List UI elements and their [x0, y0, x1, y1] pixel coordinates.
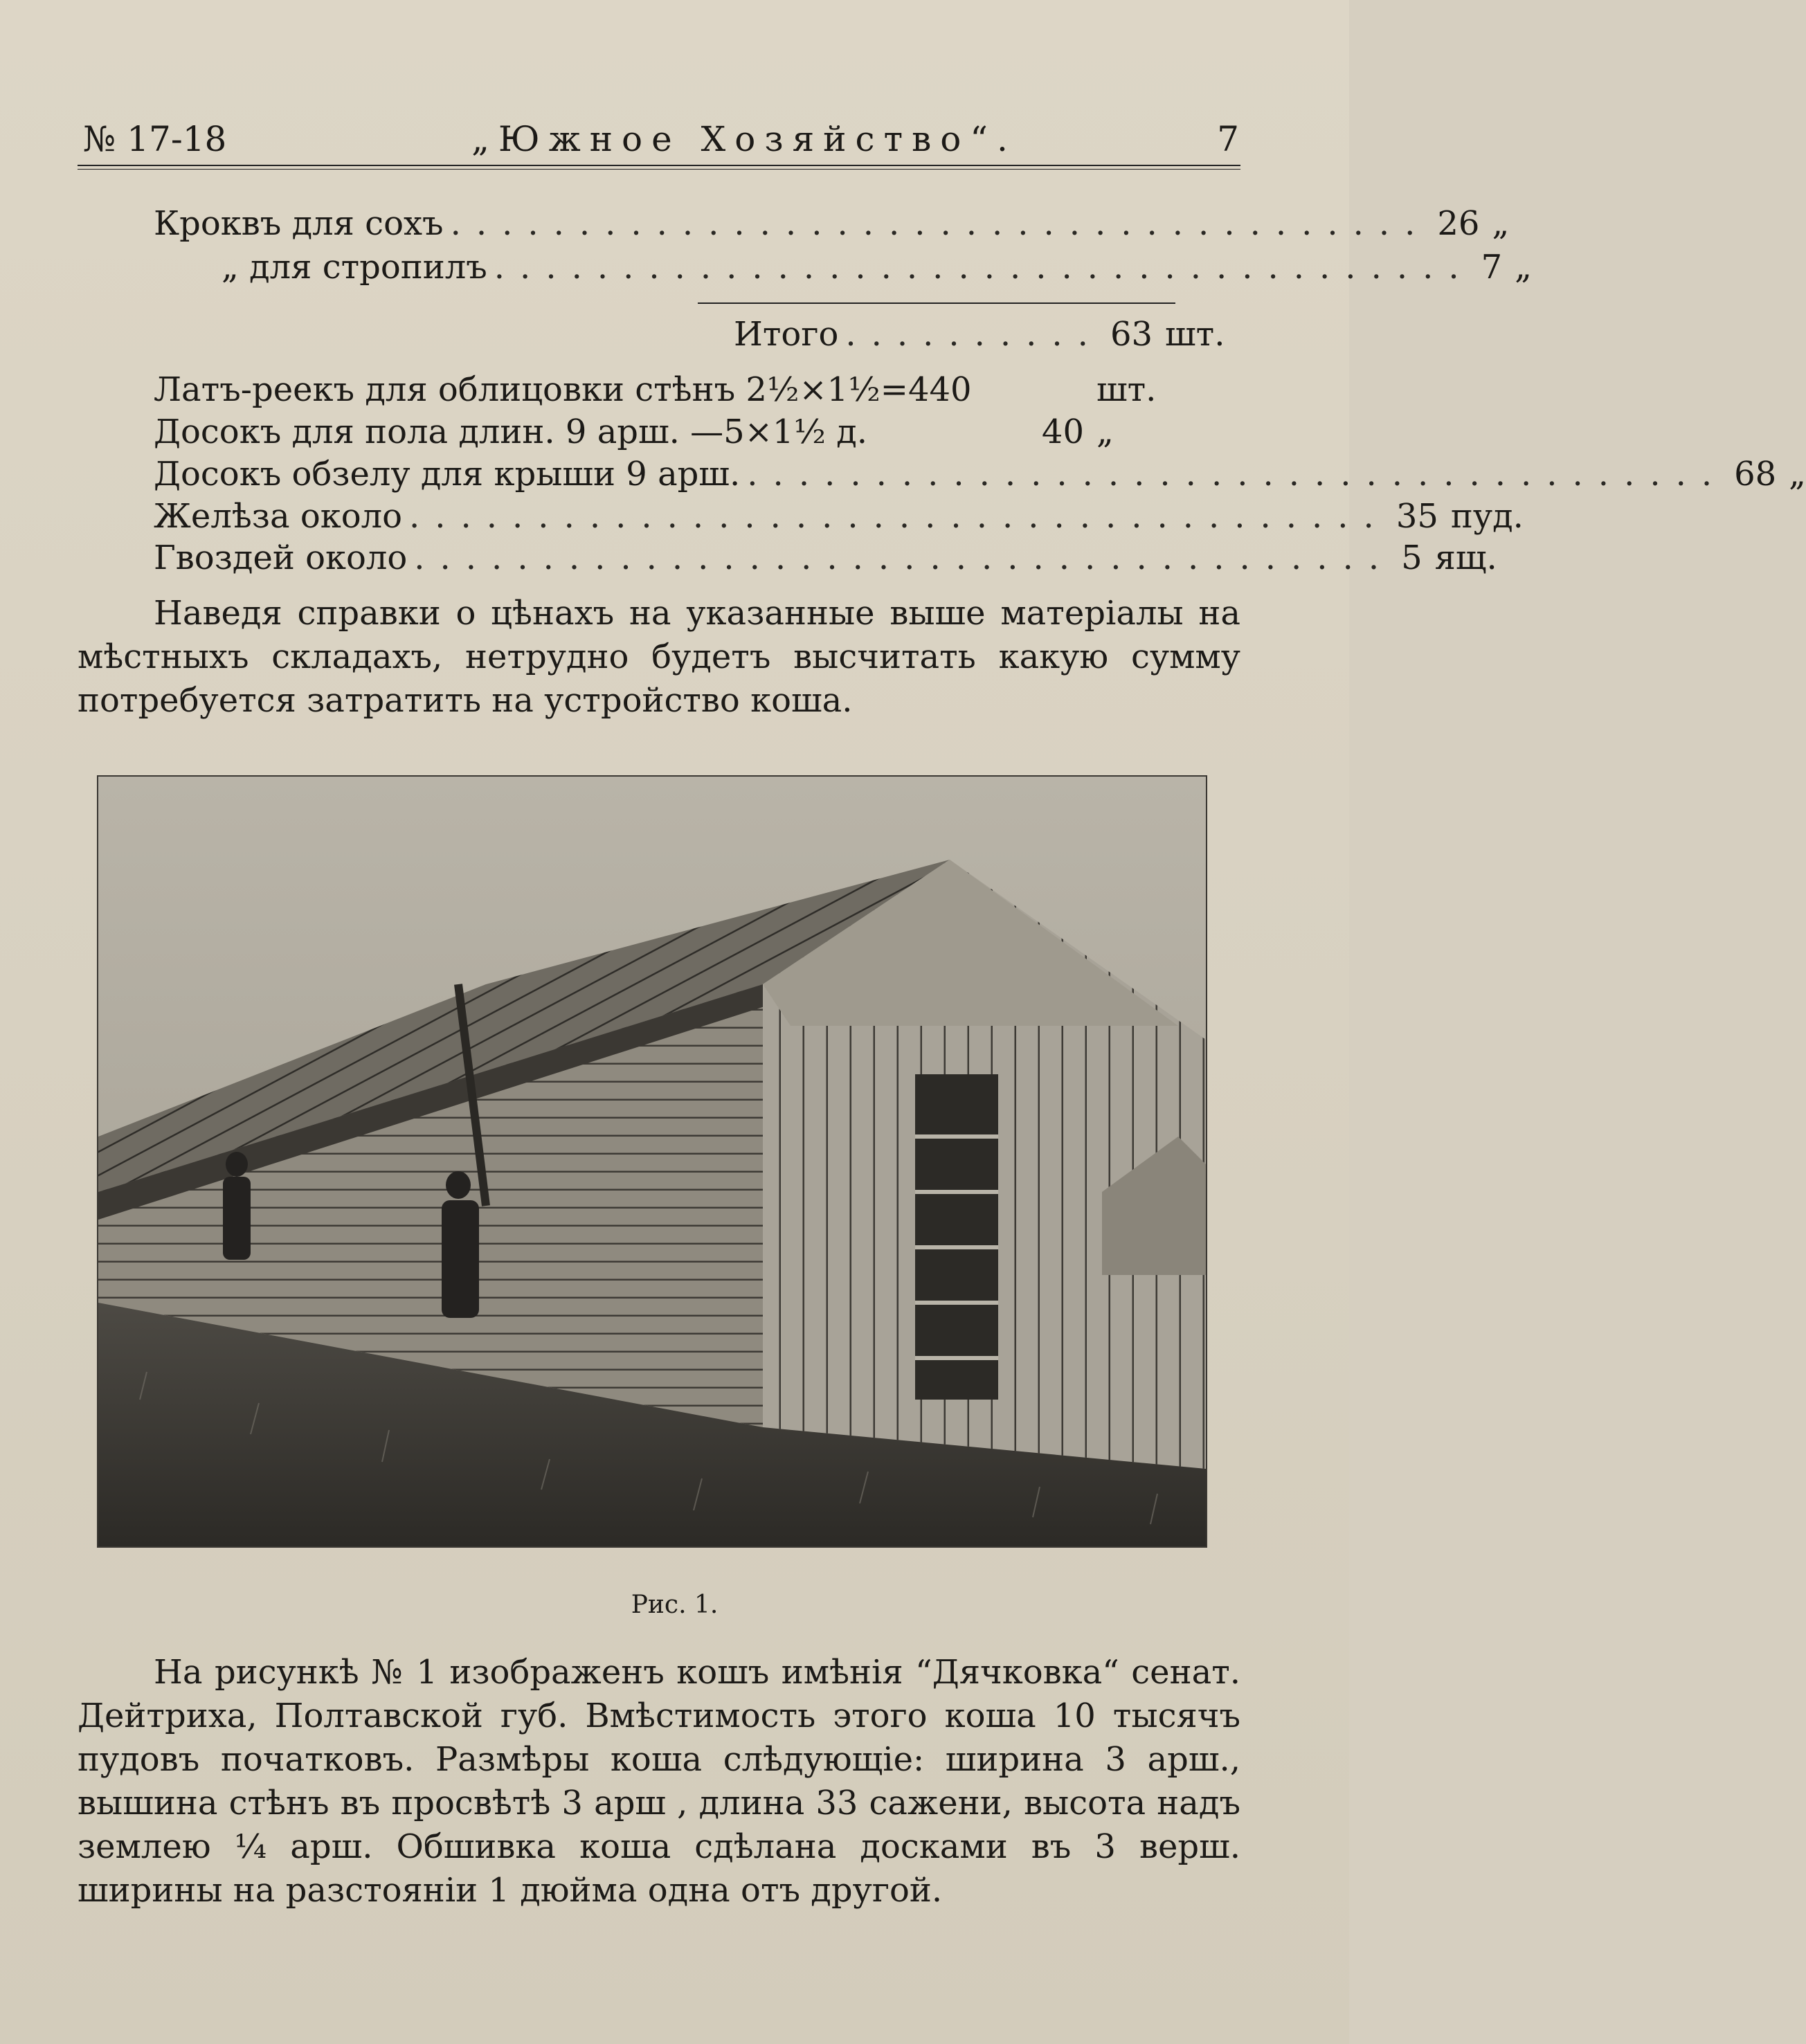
- total-row: [734, 315, 1225, 356]
- body-paragraph-1: [78, 592, 1240, 723]
- dot-leader: ......................................: [450, 204, 1431, 243]
- journal-title: „Южное Хозяйство“.: [471, 119, 1017, 159]
- materials-row: [154, 204, 1510, 246]
- subtotal-rule: [698, 302, 1175, 304]
- running-header: [83, 119, 1239, 161]
- dot-leader: ......................................: [494, 248, 1474, 287]
- material-name: Желѣза около: [154, 497, 403, 536]
- material-unit: „: [1515, 248, 1533, 287]
- dot-leader: ......................................: [409, 497, 1389, 536]
- material-unit: „: [1789, 455, 1806, 494]
- total-unit: шт.: [1165, 315, 1225, 354]
- material-name: Досокъ для пола длин. 9 арш. —5×1½ д.: [154, 413, 868, 451]
- material-qty: 68: [1734, 455, 1777, 494]
- materials-row: [154, 455, 1806, 496]
- material-unit: ящ.: [1434, 539, 1497, 577]
- issue-number: № 17-18: [83, 119, 227, 159]
- material-unit: пуд.: [1450, 497, 1524, 536]
- paragraph-text: На рисункѣ № 1 изображенъ кошъ имѣнія “Дячковка“ сенат. Дейтриха, Полтавской губ. Вмѣстимость этого коша 10 тысячъ пудовъ початковъ. Размѣры коша слѣдующіе: ширина 3 арш., вышина стѣнъ въ просвѣтѣ 3 арш , длина 33 сажени, высота надъ землею ¼ арш. Обшивка коша сдѣлана досками въ 3 верш. ширины на разстояніи 1 дюйма одна отъ другой.: [78, 1653, 1240, 1910]
- material-qty: 26: [1437, 204, 1480, 243]
- body-paragraph-2: [78, 1651, 1240, 1912]
- total-label: Итого: [734, 315, 839, 354]
- material-name: Гвоздей около: [154, 539, 408, 577]
- material-unit: „: [1096, 413, 1114, 451]
- material-name: Кроквъ для сохъ: [154, 204, 444, 243]
- materials-row: [154, 497, 1524, 539]
- material-name: Досокъ обзелу для крыши 9 арш.: [154, 455, 741, 494]
- material-qty: 5: [1401, 539, 1423, 577]
- materials-row: [154, 413, 1178, 454]
- material-unit: „: [1492, 204, 1510, 243]
- header-rule-thin: [78, 169, 1240, 170]
- figure-caption: Рис. 1.: [631, 1591, 719, 1619]
- material-qty: 35: [1396, 497, 1438, 536]
- material-unit: шт.: [1096, 370, 1157, 409]
- material-qty: 7: [1481, 248, 1503, 287]
- page-number: 7: [1217, 119, 1239, 159]
- shed-photo: [98, 777, 1206, 1546]
- materials-row: [222, 248, 1533, 289]
- dot-leader: ..........: [845, 315, 1103, 354]
- paragraph-text: Наведя справки о цѣнахъ на указанные выше матеріалы на мѣстныхъ складахъ, нетрудно будетъ высчитать какую сумму потребуется затратить на устройство коша.: [78, 594, 1240, 720]
- material-name: „ для стропилъ: [222, 248, 487, 287]
- materials-row: [154, 370, 1178, 412]
- photo-figure: [97, 775, 1207, 1548]
- dot-leader: ......................................: [747, 455, 1728, 494]
- header-rule: [78, 165, 1240, 166]
- material-name: Латъ-реекъ для облицовки стѣнъ 2½×1½=440: [154, 370, 972, 409]
- materials-row: [154, 539, 1497, 580]
- total-qty: 63: [1110, 315, 1153, 354]
- dot-leader: ......................................: [414, 539, 1395, 577]
- material-qty: 40: [1041, 413, 1084, 451]
